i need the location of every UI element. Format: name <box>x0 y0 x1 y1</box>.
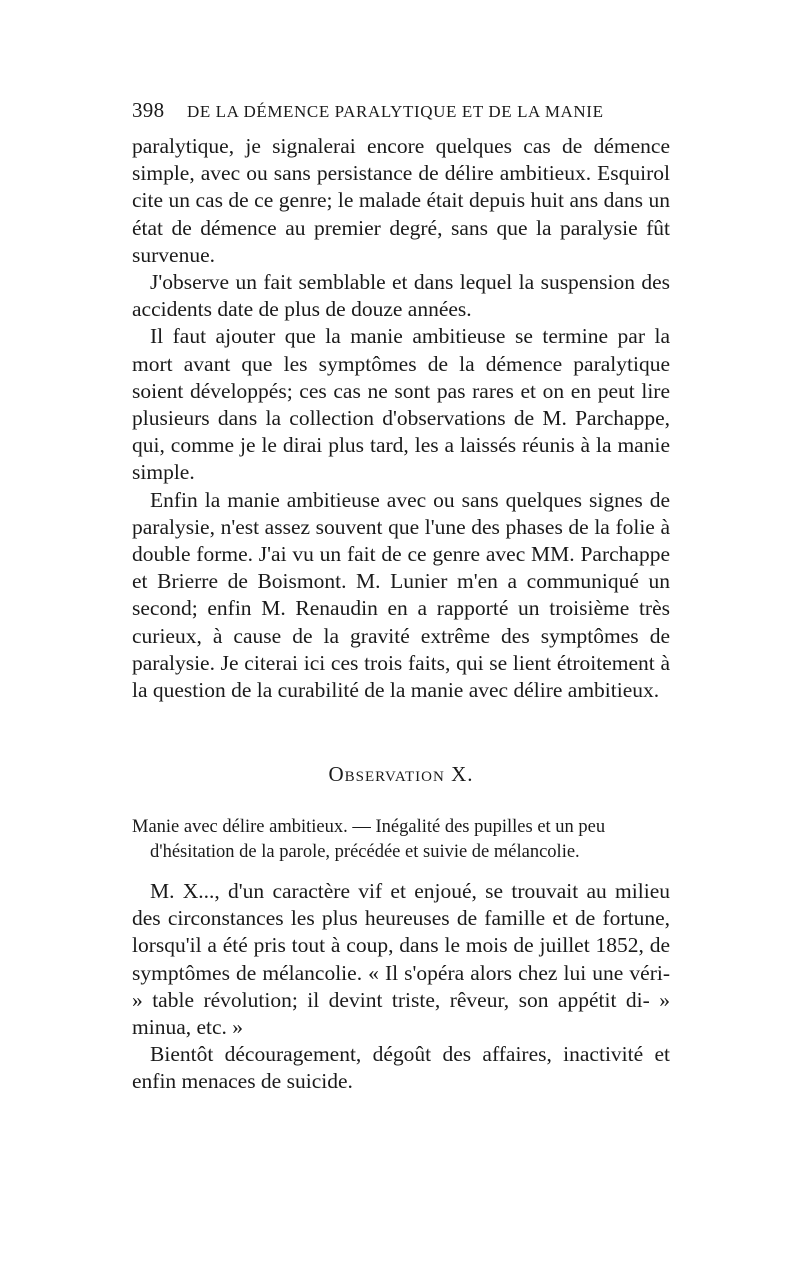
observation-summary <box>132 815 670 865</box>
paragraph-6: Bientôt découragement, dégoût des affaires, inactivité et enfin menaces de suicide. <box>132 1042 670 1094</box>
observation-text <box>132 878 670 1096</box>
running-title: DE LA DÉMENCE PARALYTIQUE ET DE LA MANIE <box>186 102 604 121</box>
running-header <box>132 98 677 123</box>
paragraph-1: paralytique, je signalerai encore quelques cas de démence simple, avec ou sans persistance de délire ambitieux. Esquirol cite un cas de ce genre; le malade était depuis huit ans dans un état de démence au premier degré, sans que la paralysie fût survenue. <box>132 134 670 267</box>
paragraph-3: Il faut ajouter que la manie ambitieuse se termine par la mort avant que les symptômes de la démence paralytique soient développés; ces cas ne sont pas rares et on en peut lire plusieurs dans la collection d'observations de M. Parchappe, qui, comme je le dirai plus tard, les a laissés réunis à la manie simple. <box>132 324 670 485</box>
observation-title: Observation X. <box>328 762 474 786</box>
paragraph-2: J'observe un fait semblable et dans lequel la suspension des accidents date de plus de douze années. <box>132 270 670 322</box>
main-text <box>132 133 670 704</box>
page-number: 398 <box>132 98 165 122</box>
paragraph-5: M. X..., d'un caractère vif et enjoué, se trouvait au milieu des circonstances les plus heureuses de famille et de fortune, lorsqu'il a été pris tout à coup, dans le mois de juillet 1852, de symptômes de mélancolie. « Il s'opéra alors chez lui une véri- » table révolution; il devint triste, rêveur, son appétit di- » minua, etc. » <box>132 879 670 1040</box>
summary-line-1: Manie avec délire ambitieux. — Inégalité des pupilles et un peu <box>132 817 606 837</box>
paragraph-4: Enfin la manie ambitieuse avec ou sans quelques signes de paralysie, n'est assez souvent que l'une des phases de la folie à double forme. J'ai vu un fait de ce genre avec MM. Parchappe et Brierre de Boismont. M. Lunier m'en a communiqué un second; enfin M. Renaudin en a rapporté un troisième très curieux, à cause de la gravité extrême des symptômes de paralysie. Je citerai ici ces trois faits, qui se lient étroitement à la question de la curabilité de la manie avec délire ambitieux. <box>132 487 670 703</box>
summary-line-2: d'hésitation de la parole, précédée et suivie de mélancolie. <box>150 842 580 862</box>
